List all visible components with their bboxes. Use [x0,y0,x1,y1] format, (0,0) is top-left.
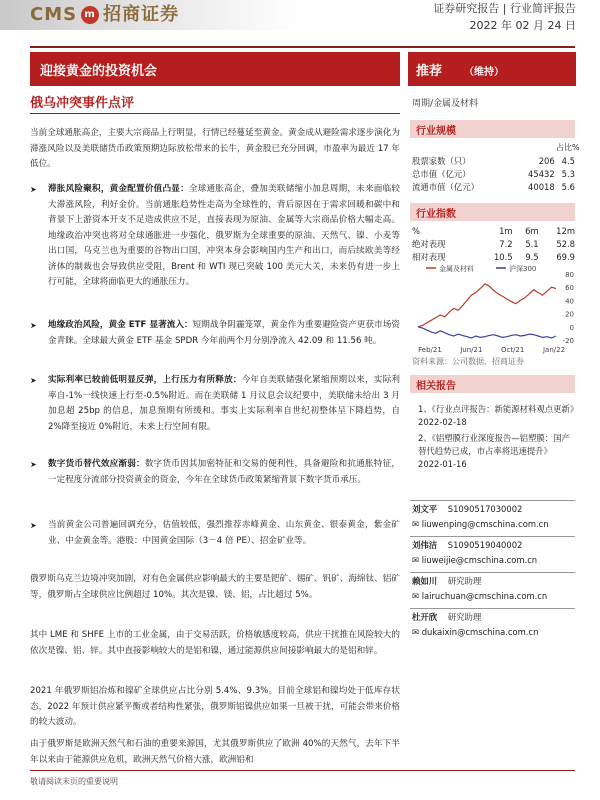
bullet-4 [30,457,400,488]
legend-label: 沪深300 [509,265,537,273]
logo-mark: m [81,6,99,24]
analyst-id: 研究助理 [447,612,482,622]
subtitle-divider [30,113,400,114]
scale-label: 总市值（亿元） [412,168,471,179]
sector-label: 周期/金属及材料 [412,99,479,109]
series-line-2 [418,327,556,338]
y-tick-label: -20 [562,337,574,345]
bullet-text: 短期战争阴霾笼罩，黄金作为重要避险资产更获市场资金青睐。全球最大黄金 ETF 基金 SPDR 今年前两个月分别净流入 42.09 和 11.56 吨。 [48,320,400,346]
col-header: 6m [525,225,539,236]
rating-note: （维持） [464,67,504,78]
table-row [412,237,575,250]
chart-source: 资料来源：公司数据、招商证券 [412,357,524,366]
bullet-arrow-icon: ➤ [30,376,37,385]
analyst-id: S1090517030002 [447,504,523,514]
index-table [412,224,575,263]
bullet-text: 当前黄金公司普遍回调充分，估值较低，强烈推荐赤峰黄金、山东黄金、银泰黄金，紫金矿业、中金黄金等。港股：中国黄金国际（3－4 倍 PE）、招金矿业等。 [48,520,400,546]
report-date: 2022 年 02 月 24 日 [469,19,576,32]
company-logo [30,0,179,26]
related-report-1[interactable]: 1、《行业点评报告：新能源材料观点更新》2022-02-18 [418,404,575,427]
analyst-id: S1090519040002 [447,540,523,550]
bullet-text: 今年自美联储强化紧缩预期以来，实际利率自-1%一线快速上行至-0.5%附近。而在美联储 1 月议息会议纪要中，美联储未给出 3 月加息超 25bp 的信息，加息预期有所缓和。事实上实际利率自世纪初整体呈下降趋势，自 2%降至接近 0%附近，未来上行空间有限。 [48,375,400,432]
cell: 5.1 [525,238,539,249]
scale-table [412,154,575,193]
scale-pct: 5.6 [561,181,575,192]
cell: 10.5 [493,251,513,262]
bullet-2 [30,318,400,349]
scale-pct: 4.5 [561,155,575,166]
analyst-name: 赖如川 [412,576,438,586]
bullet-heading: 滞胀风险聚积，黄金配置价值凸显： [48,184,189,194]
footer-note: 敬请阅读末页的重要说明 [30,777,118,786]
bullet-arrow-icon: ➤ [30,460,37,469]
analyst-4 [412,611,575,639]
title-banner [30,52,400,86]
analyst-divider [410,536,575,537]
paragraph-5: 由于俄罗斯是欧洲天然气和石油的重要来源国，尤其俄罗斯供应了欧洲 40%的天然气，去年下半年以来由于能源供应危机，欧洲天然气价格大涨，欧洲铝和 [30,739,400,765]
cell: 7.2 [499,238,513,249]
bullet-3 [30,373,400,435]
scale-section-title [410,120,575,138]
row-label: 相对表现 [412,251,446,262]
analyst-email[interactable]: liuwenping@cmschina.com.cn [421,519,549,529]
bullet-arrow-icon: ➤ [30,185,37,194]
analyst-3 [412,575,575,603]
bullet-heading: 数字货币替代效应渐弱： [48,459,145,469]
report-title: 迎接黄金的投资机会 [40,64,158,79]
bullet-arrow-icon: ➤ [30,521,37,530]
analyst-divider [410,572,575,573]
bullet-heading: 实际利率已较前低明显反弹，上行压力有所释放： [48,375,242,385]
analyst-email[interactable]: dukaixin@cmschina.com.cn [421,627,539,637]
col-header: 12m [556,225,575,236]
col-header: 1m [499,225,513,236]
paragraph-4: 2021 年俄罗斯铝冶炼和镍矿全球供应占比分别 5.4%、9.3%。目前全球铝和镍均处于低库存状态，2022 年预计供应紧平衡或者结构性紧张，俄罗斯铝镍供应如果一旦被干扰，可能会带来价格的较大波动。 [30,686,400,727]
table-row [412,167,575,180]
bullet-arrow-icon: ➤ [30,321,37,330]
intro-paragraph: 当前全球通胀高企，主要大宗商品上行明显，行情已经蔓延至黄金。黄金成从避险需求逐步演化为滞涨风险以及美联储货币政策预期边际放松带来的长牛，黄金股已充分回调，市盈率为最近 17 年低位。 [30,128,400,169]
paragraph-3: 其中 LME 和 SHFE 上市的工业金属，由于交易活跃，价格敏感度较高，供应干扰推在风险较大的依次是镍、铝、锌。其中直接影响较大的是铝和镍，通过能源供应间接影响最大的是铝和锌。 [30,630,400,656]
pct-header: 占比% [556,143,580,152]
legend-label: 金属及材料 [439,265,474,273]
analyst-email[interactable]: lairuchuan@cmschina.com.cn [421,591,548,601]
bullet-text: 数字货币因其加密特征和交易的便利性，具备避险和抗通胀特征，一定程度分流部分投资黄金的资金，今年在全球货币政策紧缩背景下数字货币承压。 [48,459,400,485]
analyst-email[interactable]: liuweijie@cmschina.com.cn [421,555,538,565]
x-tick-label: Oct/21 [500,346,525,354]
scale-title-text: 行业规模 [416,126,456,137]
scale-label: 流通市值（亿元） [412,181,479,192]
analyst-name: 杜开欣 [412,612,438,622]
row-label: 绝对表现 [412,238,446,249]
related-section-title [410,375,575,393]
logo-cn: 招商证券 [103,4,180,25]
y-tick-label: 40 [565,297,574,306]
scale-value: 40018 [528,181,555,192]
analyst-2 [412,539,575,567]
series-line-1 [418,284,556,327]
table-row [412,154,575,167]
related-title-text: 相关报告 [416,381,456,392]
cell: 9.5 [525,251,539,262]
bullet-5 [30,518,400,549]
analyst-1 [412,503,575,531]
mail-icon: ✉ [412,555,420,565]
scale-value: 45432 [528,168,555,179]
paragraph-2: 俄罗斯乌克兰边境冲突加剧，对有色金属供应影响最大的主要是钯矿、锡矿、钒矿、海绵钛、铝矿等，俄罗斯占全球供应比例超过 10%。其次是镍、镁、铝，占比超过 5%。 [30,574,400,600]
col-header: % [412,225,420,236]
mail-icon: ✉ [412,627,420,637]
cell: 69.9 [556,251,575,262]
mail-icon: ✉ [412,591,420,601]
table-header-row [412,224,575,237]
analyst-name: 刘文平 [412,504,438,514]
x-tick-label: Feb/21 [418,346,442,354]
bullet-text: 全球通胀高企，叠加美联储缩小加息周期，未来面临较大滞涨风险，利好金价。当前通胀趋势性走高为全球性的，背后原因在于需求回暖和碳中和背景下上游资本开支不足造成供应不足，直接表现为原油、金属等大宗商品价格大幅走高。地缘政治冲突也将对全球通胀进一步强化，俄罗斯为全球重要的原油、天然气、镍、小麦等出口国，乌克兰也为重要的谷物出口国，冲突本身会影响国内生产和出口，而后续欧美等经济体的制裁也会导致供应受阻，Brent 和 WTI 现已突破 100 美元大关，未来仍有进一步上行可能，全球将面临更大的通胀压力。 [48,184,400,287]
analyst-divider [410,608,575,609]
logo-text: CMS [30,4,78,25]
analyst-name: 刘伟洁 [412,540,438,550]
report-subtitle: 俄乌冲突事件点评 [30,96,135,111]
analyst-id: 研究助理 [447,576,482,586]
index-chart [410,262,576,354]
analyst-divider [410,500,575,501]
rating-banner [408,52,576,86]
rating: 推荐 [416,64,443,79]
y-tick-label: 60 [565,284,574,293]
scale-value: 206 [538,155,555,166]
x-tick-label: Jun/21 [460,346,483,354]
cell: 52.8 [556,238,575,249]
footer-divider [30,770,575,771]
index-section-title [410,203,575,221]
bullet-heading: 地缘政治风险，黄金 ETF 显著流入： [48,320,193,330]
bullet-1 [30,182,400,291]
scale-label: 股票家数（只） [412,155,471,166]
related-report-2[interactable]: 2、《铝塑膜行业深度报告—铝塑膜：国产替代趋势已成，市占率将迅速提升》2022-01-16 [418,433,570,469]
y-tick-label: 20 [565,310,574,319]
x-tick-label: Jan/22 [542,346,566,354]
header-divider [30,46,575,48]
index-title-text: 行业指数 [416,209,456,220]
report-meta [433,0,576,34]
scale-pct: 5.3 [561,168,575,179]
y-tick-label: 0 [569,323,574,332]
y-tick-label: 80 [565,271,574,279]
report-type: 证券研究报告 | 行业简评报告 [433,2,576,15]
table-row [412,180,575,193]
mail-icon: ✉ [412,519,420,529]
